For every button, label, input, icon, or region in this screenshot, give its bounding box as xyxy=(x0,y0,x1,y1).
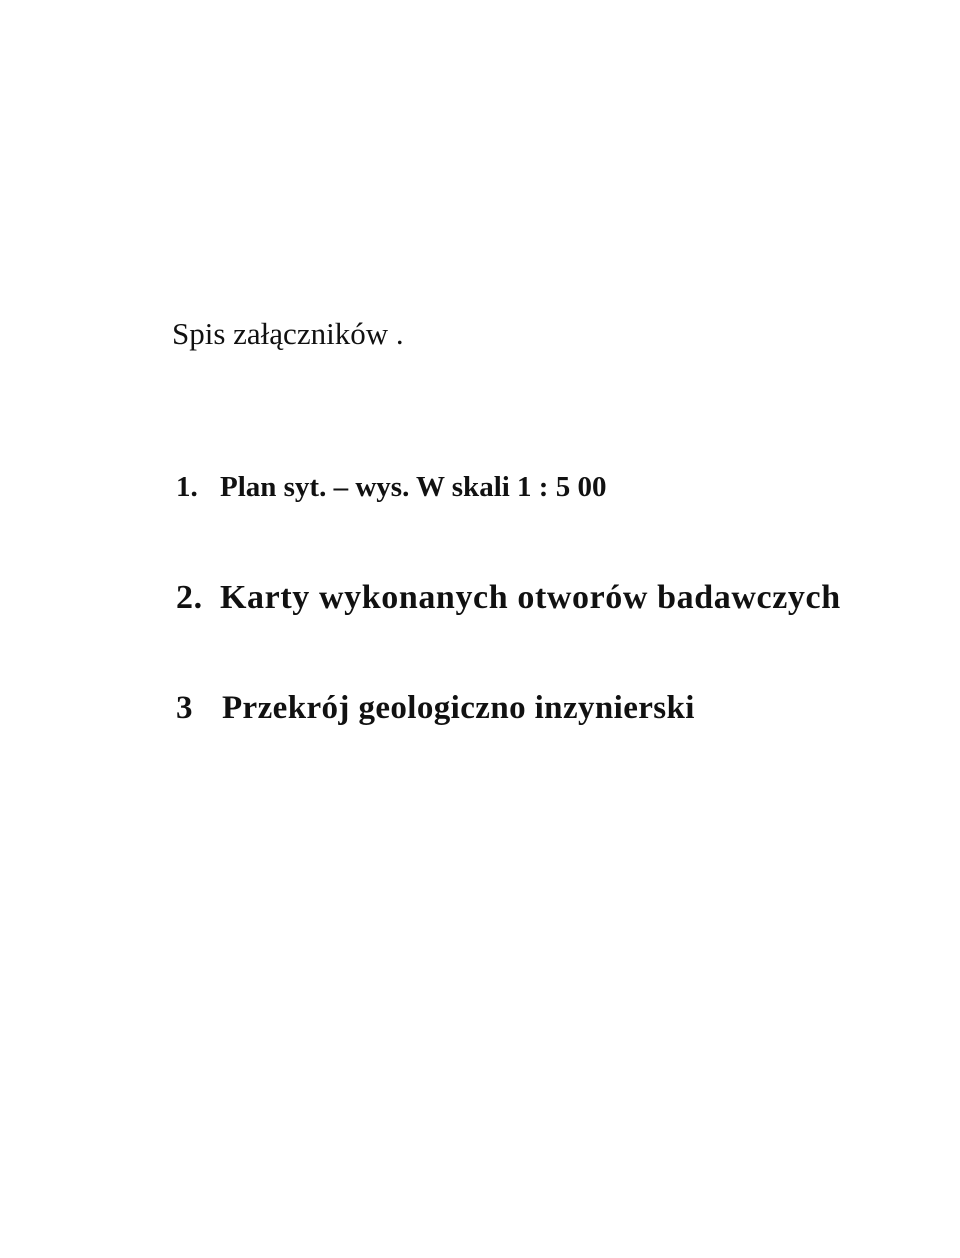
list-item-number: 2. xyxy=(176,579,203,616)
list-item xyxy=(176,467,606,507)
page-title: Spis załączników . xyxy=(172,316,404,351)
list-item-text: Karty wykonanych otworów badawczych xyxy=(220,579,841,616)
list-item-number: 1. xyxy=(176,471,198,503)
list-item xyxy=(176,688,695,728)
list-item-text: Plan syt. – wys. W skali 1 : 5 00 xyxy=(220,471,607,503)
list-item xyxy=(176,578,841,618)
list-item-text: Przekrój geologiczno inzynierski xyxy=(222,690,695,726)
list-item-number: 3 xyxy=(176,690,193,726)
